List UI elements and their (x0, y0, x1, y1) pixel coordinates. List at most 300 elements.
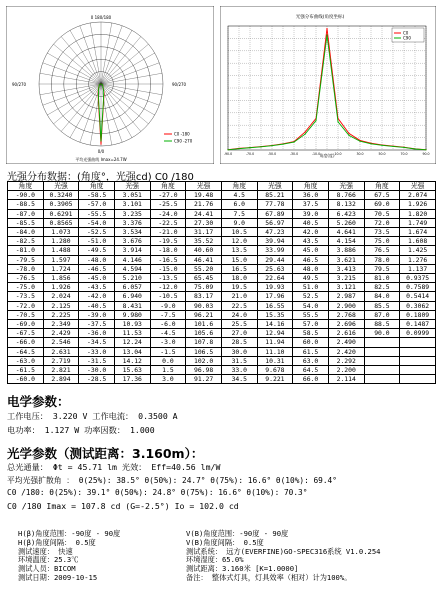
table-cell (400, 356, 436, 365)
x-tick-label: 10.0 (334, 152, 342, 156)
table-cell: 2.900 (328, 301, 364, 310)
table-cell: 6.0 (221, 200, 257, 209)
table-cell: 90.0 (364, 329, 400, 338)
x-tick-label: 70.0 (400, 152, 408, 156)
data-point (282, 144, 283, 145)
table-cell: 3.676 (114, 237, 150, 246)
table-header-cell: 角度 (8, 182, 44, 191)
table-cell: 16.5 (221, 264, 257, 273)
table-cell: 2.225 (43, 310, 79, 319)
table-cell: -55.5 (79, 209, 115, 218)
intensity-data-heading: 光强分布数据：(角度°，光强cd) C0 /180 (7, 172, 194, 183)
table-cell: 6.940 (114, 292, 150, 301)
legend-item-c0: C0 (403, 30, 409, 36)
table-cell: 3.534 (114, 228, 150, 237)
table-cell: 2.546 (43, 338, 79, 347)
table-cell: 2.420 (328, 347, 364, 356)
table-cell: 21.0 (221, 292, 257, 301)
table-cell: 8.132 (328, 200, 364, 209)
table-cell: 5.260 (328, 218, 364, 227)
table-cell: -90.0 (8, 191, 44, 200)
table-cell: -36.0 (79, 329, 115, 338)
footer-right-2: V(B)角度间隔： 0.5度 (186, 537, 264, 547)
table-cell: -57.0 (79, 200, 115, 209)
table-cell: 40.60 (186, 246, 222, 255)
table-cell: 18.0 (221, 274, 257, 283)
table-cell: 24.41 (186, 209, 222, 218)
table-cell: 33.99 (257, 246, 293, 255)
table-cell: 1.608 (400, 237, 436, 246)
table-cell: 1.5 (150, 366, 186, 375)
table-cell: 63.0 (293, 356, 329, 365)
table-cell: 3.914 (114, 246, 150, 255)
table-cell: 67.5 (364, 191, 400, 200)
table-cell: 10.5 (221, 228, 257, 237)
table-cell: 25.5 (221, 320, 257, 329)
data-point (227, 149, 228, 150)
table-cell: -49.5 (79, 246, 115, 255)
table-cell: 64.5 (293, 366, 329, 375)
table-cell: 4.154 (328, 237, 364, 246)
table-cell: 27.30 (186, 218, 222, 227)
table-cell: -88.5 (8, 200, 44, 209)
table-cell: 12.0 (221, 237, 257, 246)
table-row (8, 274, 436, 283)
legend-item-c90: C90 (403, 35, 411, 41)
intensity-table (7, 181, 436, 384)
table-row (8, 375, 436, 384)
data-point (403, 147, 404, 148)
table-cell: -70.5 (8, 310, 44, 319)
table-cell: 1.597 (43, 255, 79, 264)
table-cell: 2.768 (328, 310, 364, 319)
table-cell: 19.48 (186, 191, 222, 200)
table-cell: 40.5 (293, 218, 329, 227)
table-cell: -10.5 (150, 292, 186, 301)
table-cell: 1.926 (400, 200, 436, 209)
table-cell: -40.5 (79, 301, 115, 310)
electrical-line-1: 工作电压： 3.220 V 工作电流： 0.3500 A (7, 411, 178, 421)
table-cell: 1.488 (43, 246, 79, 255)
table-cell: 82.5 (364, 283, 400, 292)
table-cell: 73.5 (364, 228, 400, 237)
footer-right-6: 备注： 整体式灯具，灯具效率（相对）计为100%。 (186, 572, 352, 582)
table-cell: 14.12 (114, 356, 150, 365)
table-cell: 0.3062 (400, 301, 436, 310)
table-cell: 1.674 (400, 228, 436, 237)
data-point (425, 149, 426, 150)
table-cell: -33.0 (79, 347, 115, 356)
data-point (238, 148, 239, 149)
table-cell: 39.0 (293, 209, 329, 218)
table-cell: 60.0 (293, 338, 329, 347)
table-cell: -45.0 (79, 274, 115, 283)
table-cell: 14.16 (257, 320, 293, 329)
table-cell: 30.0 (221, 347, 257, 356)
table-row (8, 209, 436, 218)
data-point (392, 146, 393, 147)
table-header-cell: 光强 (400, 182, 436, 191)
table-cell: -58.5 (79, 191, 115, 200)
table-cell: 2.074 (400, 191, 436, 200)
table-cell: -79.5 (8, 255, 44, 264)
x-tick-label: -70.0 (245, 152, 255, 156)
table-cell: 2.631 (43, 347, 79, 356)
table-cell: 0.0 (150, 356, 186, 365)
table-cell: 3.215 (328, 274, 364, 283)
polar-right-label: 90/270 (172, 82, 187, 87)
table-cell: 19.93 (257, 283, 293, 292)
polar-intensity-chart (6, 6, 214, 164)
footer-left-3: 测试速度： 快速 (18, 546, 73, 556)
table-cell: 9.221 (257, 375, 293, 384)
table-cell: 58.5 (293, 329, 329, 338)
table-row (8, 356, 436, 365)
electrical-title: 电学参数： (7, 394, 70, 409)
table-cell: 1.926 (43, 283, 79, 292)
table-cell: 22.5 (221, 301, 257, 310)
table-cell: 0.5414 (400, 292, 436, 301)
table-cell: 96.98 (186, 366, 222, 375)
table-cell: 7.5 (221, 209, 257, 218)
table-cell: 13.04 (114, 347, 150, 356)
table-row (8, 366, 436, 375)
table-cell: -27.0 (150, 191, 186, 200)
data-point (326, 28, 327, 29)
table-cell: 1.749 (400, 218, 436, 227)
footer-left-2: H(β)角度间隔： 0.5度 (18, 537, 96, 547)
table-cell: -22.5 (150, 218, 186, 227)
table-row (8, 283, 436, 292)
table-cell: -31.5 (79, 356, 115, 365)
table-cell: 69.0 (364, 200, 400, 209)
footer-right-3: 测试系统： 远方(EVERFINE)GO-SPEC316系统 V1.0.254 (186, 546, 381, 556)
data-point (370, 143, 371, 144)
table-cell: 2.821 (43, 366, 79, 375)
polar-footer: 平均光强曲线 Imax=24.7W (75, 157, 127, 162)
table-cell: 28.5 (221, 338, 257, 347)
table-cell: 105.6 (186, 329, 222, 338)
table-cell: 8.766 (328, 191, 364, 200)
table-cell: 37.5 (293, 200, 329, 209)
table-cell: -28.5 (79, 375, 115, 384)
table-cell: -46.5 (79, 264, 115, 273)
table-cell: 35.52 (186, 237, 222, 246)
table-cell: 47.23 (257, 228, 293, 237)
table-cell: -1.5 (150, 347, 186, 356)
table-cell (364, 338, 400, 347)
polar-legend-item-1: C0 -180 (174, 131, 190, 137)
table-cell: 36.0 (293, 191, 329, 200)
table-cell: 106.5 (186, 347, 222, 356)
x-tick-label: -50.0 (267, 152, 277, 156)
electrical-line-2: 电功率： 1.127 W 功率因数： 1.000 (7, 425, 155, 435)
table-cell: 31.17 (186, 228, 222, 237)
data-point (414, 148, 415, 149)
table-cell: 0.1487 (400, 320, 436, 329)
data-point (337, 121, 338, 122)
footer-right-4: 环境湿度：65.0% (186, 555, 244, 565)
table-cell: 52.5 (293, 292, 329, 301)
table-cell: 70.5 (364, 209, 400, 218)
table-cell: 27.0 (221, 329, 257, 338)
data-point (271, 145, 272, 146)
table-row (8, 320, 436, 329)
table-cell: 9.980 (114, 310, 150, 319)
table-cell: 81.0 (364, 274, 400, 283)
table-cell: 43.5 (293, 237, 329, 246)
table-cell: 0.7589 (400, 283, 436, 292)
table-cell: 1.425 (400, 246, 436, 255)
table-cell: -16.5 (150, 255, 186, 264)
table-cell: 85.5 (364, 301, 400, 310)
table-cell: 0.0999 (400, 329, 436, 338)
table-row (8, 264, 436, 273)
table-cell: 24.0 (221, 310, 257, 319)
table-cell: -15.0 (150, 264, 186, 273)
table-cell: -3.0 (150, 338, 186, 347)
x-tick-label: -30.0 (289, 152, 299, 156)
table-cell: -78.0 (8, 264, 44, 273)
table-cell: 4.146 (114, 255, 150, 264)
table-cell: 25.63 (257, 264, 293, 273)
table-cell: 4.641 (328, 228, 364, 237)
optical-line-2: 平均光强扩散角 ： θ(25%): 38.5° θ(50%): 24.7° θ(75%): 16.6° θ(10%): 69.4° (7, 476, 337, 485)
table-cell: -30.0 (79, 366, 115, 375)
table-cell: 10.31 (257, 356, 293, 365)
table-cell: 2.616 (328, 329, 364, 338)
table-cell: 107.8 (186, 338, 222, 347)
table-cell: 75.09 (186, 283, 222, 292)
table-row (8, 347, 436, 356)
table-cell: 3.376 (114, 218, 150, 227)
chart-legend (392, 28, 424, 42)
data-point (326, 34, 327, 35)
table-cell: 2.894 (43, 375, 79, 384)
table-cell: -61.5 (8, 366, 44, 375)
table-cell: 16.55 (257, 301, 293, 310)
table-cell: 54.0 (293, 301, 329, 310)
table-cell: -19.5 (150, 237, 186, 246)
table-cell: 2.696 (328, 320, 364, 329)
table-cell: 55.5 (293, 310, 329, 319)
table-cell: 1.724 (43, 264, 79, 273)
table-header-row (8, 182, 436, 191)
table-cell: 75.0 (364, 237, 400, 246)
footer-left-5: 测试人员：BICOM (18, 564, 76, 574)
table-cell: 2.429 (43, 329, 79, 338)
table-cell: -48.0 (79, 255, 115, 264)
table-cell: 88.5 (364, 320, 400, 329)
x-tick-label: -10.0 (311, 152, 321, 156)
table-cell: 66.0 (293, 375, 329, 384)
table-cell: 17.36 (114, 375, 150, 384)
footer-left (18, 530, 120, 583)
table-cell: 6.423 (328, 209, 364, 218)
table-cell: 2.987 (328, 292, 364, 301)
table-cell (400, 375, 436, 384)
chart-title: 光强分布曲线(角度坐标) (295, 15, 345, 20)
polar-legend-item-2: C90 -270 (174, 138, 193, 144)
x-tick-label: 90.0 (422, 152, 430, 156)
table-cell: 2.200 (328, 366, 364, 375)
table-cell: 15.35 (257, 310, 293, 319)
table-cell: 3.413 (328, 264, 364, 273)
table-cell: -64.5 (8, 347, 44, 356)
table-cell: 90.03 (186, 301, 222, 310)
table-cell (400, 347, 436, 356)
table-header-cell: 角度 (293, 182, 329, 191)
table-cell: 1.820 (400, 209, 436, 218)
table-cell: 49.5 (293, 274, 329, 283)
data-point (260, 146, 261, 147)
table-cell: 79.5 (364, 264, 400, 273)
table-cell: 72.0 (364, 218, 400, 227)
table-cell: 6.057 (114, 283, 150, 292)
table-cell: 4.5 (221, 191, 257, 200)
table-cell: -18.0 (150, 246, 186, 255)
table-cell: 3.235 (114, 209, 150, 218)
table-cell: 0.9375 (400, 274, 436, 283)
table-cell: -34.5 (79, 338, 115, 347)
table-row (8, 246, 436, 255)
table-cell: -82.5 (8, 237, 44, 246)
table-cell: 34.5 (221, 375, 257, 384)
table-cell: 2.024 (43, 292, 79, 301)
data-point (359, 141, 360, 142)
table-cell: -7.5 (150, 310, 186, 319)
table-cell: 2.719 (43, 356, 79, 365)
table-cell: 2.114 (328, 375, 364, 384)
table-cell: 46.5 (293, 255, 329, 264)
table-cell: 11.94 (257, 338, 293, 347)
table-cell: 83.17 (186, 292, 222, 301)
table-header-cell: 光强 (328, 182, 364, 191)
table-cell (400, 338, 436, 347)
table-header-cell: 光强 (186, 182, 222, 191)
table-cell: 85.21 (257, 191, 293, 200)
table-cell: 46.41 (186, 255, 222, 264)
table-cell: -24.0 (150, 209, 186, 218)
footer-left-6: 测试日期：2009-10-15 (18, 572, 98, 582)
polar-left-label: 90/270 (12, 82, 27, 87)
data-point (348, 135, 349, 136)
table-cell: -63.0 (8, 356, 44, 365)
table-cell: 15.0 (221, 255, 257, 264)
table-cell: 61.5 (293, 347, 329, 356)
footer-right-1: V(B)角度范围：-90度 - 90度 (186, 529, 289, 538)
table-row (8, 237, 436, 246)
table-cell: 29.44 (257, 255, 293, 264)
table-cell: -85.5 (8, 218, 44, 227)
table-cell: -69.0 (8, 320, 44, 329)
polar-top-label: 0 180/180 (90, 15, 112, 20)
table-header-cell: 角度 (364, 182, 400, 191)
table-cell: -12.0 (150, 283, 186, 292)
data-point (304, 134, 305, 135)
table-cell: 2.292 (328, 356, 364, 365)
table-cell: 21.76 (186, 200, 222, 209)
table-cell: 9.678 (257, 366, 293, 375)
table-cell: -42.0 (79, 292, 115, 301)
table-cell: 55.20 (186, 264, 222, 273)
table-cell: 19.5 (221, 283, 257, 292)
table-cell: -60.0 (8, 375, 44, 384)
table-row (8, 301, 436, 310)
table-cell: 87.0 (364, 310, 400, 319)
table-header-cell: 角度 (79, 182, 115, 191)
table-cell: 11.10 (257, 347, 293, 356)
footer-left-1: H(β)角度范围：-90度 - 90度 (18, 529, 121, 538)
footer-right (186, 530, 381, 583)
table-cell: 1.073 (43, 228, 79, 237)
table-cell: 4.594 (114, 264, 150, 273)
table-cell: -87.0 (8, 209, 44, 218)
table-cell: -25.5 (150, 200, 186, 209)
optical-line-4: C0 /180 Imax = 107.8 cd (G=-2.5°) Io = 102.0 cd (7, 501, 239, 511)
table-cell: -43.5 (79, 283, 115, 292)
optical-title: 光学参数（测试距离：3.160m）： (7, 446, 204, 461)
table-cell: 3.051 (114, 191, 150, 200)
table-cell: 76.5 (364, 246, 400, 255)
x-tick-label: 50.0 (378, 152, 386, 156)
table-cell: 12.94 (257, 329, 293, 338)
table-cell: 1.856 (43, 274, 79, 283)
table-cell: 51.0 (293, 283, 329, 292)
x-tick-label: 30.0 (356, 152, 364, 156)
table-cell: 15.63 (114, 366, 150, 375)
table-cell: -39.0 (79, 310, 115, 319)
table-row (8, 338, 436, 347)
data-point (293, 142, 294, 143)
table-cell: -84.0 (8, 228, 44, 237)
table-cell: 1.137 (400, 264, 436, 273)
table-row (8, 255, 436, 264)
table-cell: 96.21 (186, 310, 222, 319)
table-cell: 12.24 (114, 338, 150, 347)
table-cell: 45.0 (293, 246, 329, 255)
table-cell: 3.101 (114, 200, 150, 209)
table-cell: -73.5 (8, 292, 44, 301)
table-cell: -13.5 (150, 274, 186, 283)
table-cell: -54.0 (79, 218, 115, 227)
table-cell (400, 366, 436, 375)
table-cell (364, 356, 400, 365)
table-cell: 2.349 (43, 320, 79, 329)
table-cell: 11.53 (114, 329, 150, 338)
line-intensity-chart (220, 6, 436, 164)
table-cell: -76.5 (8, 274, 44, 283)
table-cell: 3.886 (328, 246, 364, 255)
table-cell: 22.64 (257, 274, 293, 283)
table-cell: 77.78 (257, 200, 293, 209)
table-row (8, 200, 436, 209)
data-point (315, 120, 316, 121)
table-cell (364, 347, 400, 356)
table-cell: -21.0 (150, 228, 186, 237)
table-cell: 3.0 (150, 375, 186, 384)
table-cell: -75.0 (8, 283, 44, 292)
x-tick-label: -90.0 (223, 152, 233, 156)
table-cell: 84.0 (364, 292, 400, 301)
data-point (348, 133, 349, 134)
table-cell: 42.0 (293, 228, 329, 237)
table-cell: 0.8565 (43, 218, 79, 227)
footer-right-5: 测试距离：3.160米 [K=1.0000] (186, 564, 299, 574)
table-cell: 5.210 (114, 274, 150, 283)
table-header-cell: 光强 (257, 182, 293, 191)
table-cell: 101.6 (186, 320, 222, 329)
